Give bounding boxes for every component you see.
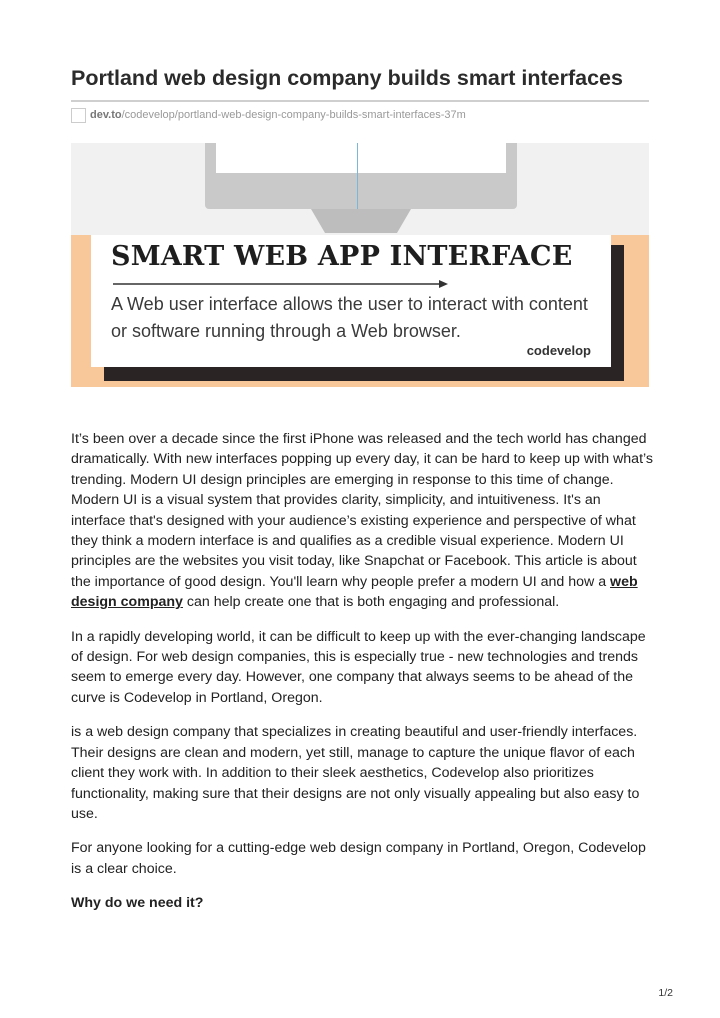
paragraph-4: For anyone looking for a cutting-edge web design company in Portland, Oregon, Codevelop is a clear choice. bbox=[71, 840, 646, 877]
hero-brand: codevelop bbox=[526, 343, 591, 358]
paragraph-2: In a rapidly developing world, it can be difficult to keep up with the ever-changing landscape of design. For web design companies, this is especially true - new technologies and trends seem to emerge every day. However, one company that always seems to be ahead of the curve is Codevelop in Portland, Oregon. bbox=[71, 628, 646, 706]
paragraph-1-text-a: It’s been over a decade since the first iPhone was released and the tech world has changed dramatically. With new interfaces popping up every day, it can be hard to keep up with what’s trending. Modern UI design principles are emerging in response to this time of change. Modern UI is a visual system that provides clarity, simplicity, and intuitiveness. It's an interface that's designed with your audience’s existing experience and perspective of what they think a modern interface is and qualifies as a credible visual experience. Modern UI principles are the websites you visit today, like Snapchat or Facebook. This article is about the importance of good design. You'll learn why people prefer a modern UI and how a bbox=[71, 431, 653, 590]
arrow-right-icon bbox=[113, 279, 448, 289]
paragraph-1-text-b: can help create one that is both engaging and professional. bbox=[182, 594, 560, 611]
hero-heading: SMART WEB APP INTERFACE bbox=[111, 241, 573, 272]
page-number: 1/2 bbox=[658, 987, 673, 999]
source-url[interactable] bbox=[71, 106, 466, 124]
section-heading: Why do we need it? bbox=[71, 895, 204, 912]
paragraph-1 bbox=[71, 429, 653, 613]
hero-card bbox=[91, 235, 611, 367]
monitor-stand bbox=[311, 209, 411, 233]
paragraph-3: is a web design company that specializes in creating beautiful and user-friendly interfaces. Their designs are clean and modern, yet still, manage to capture the unique flavor of each client they work with. In addition to their sleek aesthetics, Codevelop also prioritizes functionality, making sure that their designs are not only visually appealing but also easy to use. bbox=[71, 724, 640, 822]
source-path[interactable]: /codevelop/portland-web-design-company-builds-smart-interfaces-37m bbox=[121, 109, 466, 121]
source-domain[interactable]: dev.to bbox=[90, 109, 122, 121]
hero-text: A Web user interface allows the user to interact with content or software running through a Web browser. bbox=[111, 294, 588, 341]
title-divider bbox=[71, 100, 649, 102]
page-title: Portland web design company builds smart interfaces bbox=[71, 66, 623, 90]
web-design-company-link[interactable]: web design company bbox=[71, 573, 638, 611]
favicon-icon bbox=[71, 108, 86, 123]
monitor-divider bbox=[357, 143, 358, 209]
article-body bbox=[71, 429, 653, 928]
hero-image bbox=[71, 143, 649, 387]
monitor-screen bbox=[216, 143, 506, 173]
